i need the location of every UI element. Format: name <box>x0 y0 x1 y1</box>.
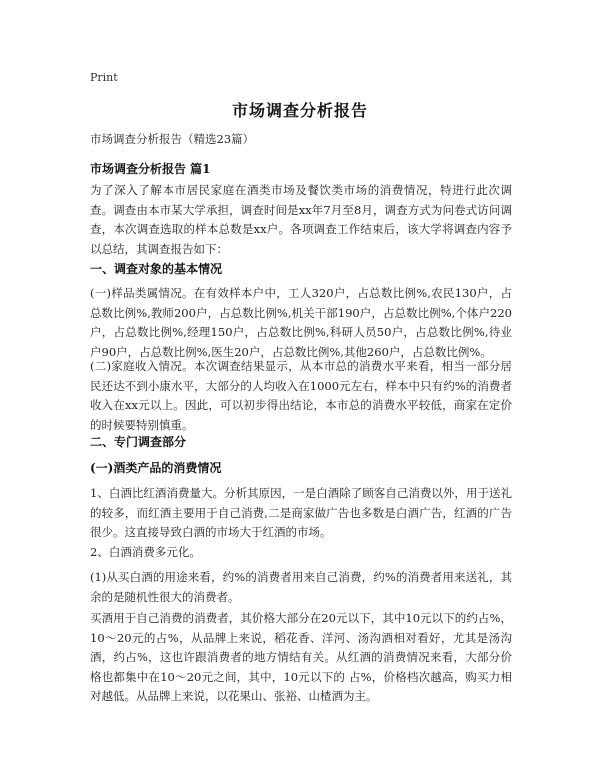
item2-sub-paragraph-2: 买酒用于自己消费的消费者，其价格大部分在20元以下，其中10元以下的约占%，10～20元的占%，从品牌上来说，稻花香、洋河、汤沟酒相对看好，尤其是汤沟酒，约占%，这也许跟消费者的地方情结有关。从红酒的消费情况来看，大部分价格也都集中在10～20元之间，其中，10元以下的 占%，价格档次越高，购买力相对越低。从品牌上来说，以花果山、张裕、山楂酒为主。 <box>90 611 512 703</box>
section1-paragraph-2: (二)家庭收入情况。本次调查结果显示，从本市总的消费水平来看，相当一部分居民还达不到小康水平，大部分的人均收入在1000元左右，样本中只有约%的消费者收入在xx元以上。因此，可以初步得出结论，本市总的消费水平较低，商家在定价的时候要特别慎重。 <box>90 359 512 432</box>
item2-paragraph: 2、白酒消费多元化。 <box>90 545 201 559</box>
item1-paragraph: 1、白酒比红酒消费量大。分析其原因，一是白酒除了顾客自己消费以外，用于送礼的较多，而红酒主要用于自己消费,二是商家做广告也多数是白酒广告，红酒的广告很少。这直接导致白酒的市场大于红酒的市场。 <box>90 486 512 539</box>
subsection1-heading: (一)酒类产品的消费情况 <box>90 461 222 475</box>
page-title: 市场调查分析报告 <box>231 101 368 120</box>
article-heading: 市场调查分析报告 篇1 <box>90 162 211 176</box>
print-link[interactable]: Print <box>90 71 118 84</box>
intro-paragraph: 为了深入了解本市居民家庭在酒类市场及餐饮类市场的消费情况，特进行此次调查。调查由本市某大学承担，调查时间是xx年7月至8月，调查方式为问卷式访问调查，本次调查选取的样本总数是xx户。各项调查工作结束后，该大学将调查内容予以总结，其调查报告如下： <box>90 183 512 256</box>
section2-heading: 二、专门调查部分 <box>90 435 187 449</box>
section1-paragraph-1: (一)样品类属情况。在有效样本户中，工人320户，占总数比例%,农民130户，占总数比例%,教师200户，占总数比例%,机关干部190户，占总数比例%,个体户220户，占总数比例%,经理150户，占总数比例%,科研人员50户，占总数比例%,待业户90户，占总数比例%,医生20户，占总数比例%,其他260户，占总数比例%。 <box>90 286 512 359</box>
subtitle: 市场调查分析报告（精选23篇） <box>90 132 255 146</box>
item2-sub-paragraph-1: (1)从买白酒的用途来看，约%的消费者用来自己消费，约%的消费者用来送礼，其余的是随机性很大的消费者。 <box>90 570 512 604</box>
section1-heading: 一、调查对象的基本情况 <box>90 262 223 276</box>
